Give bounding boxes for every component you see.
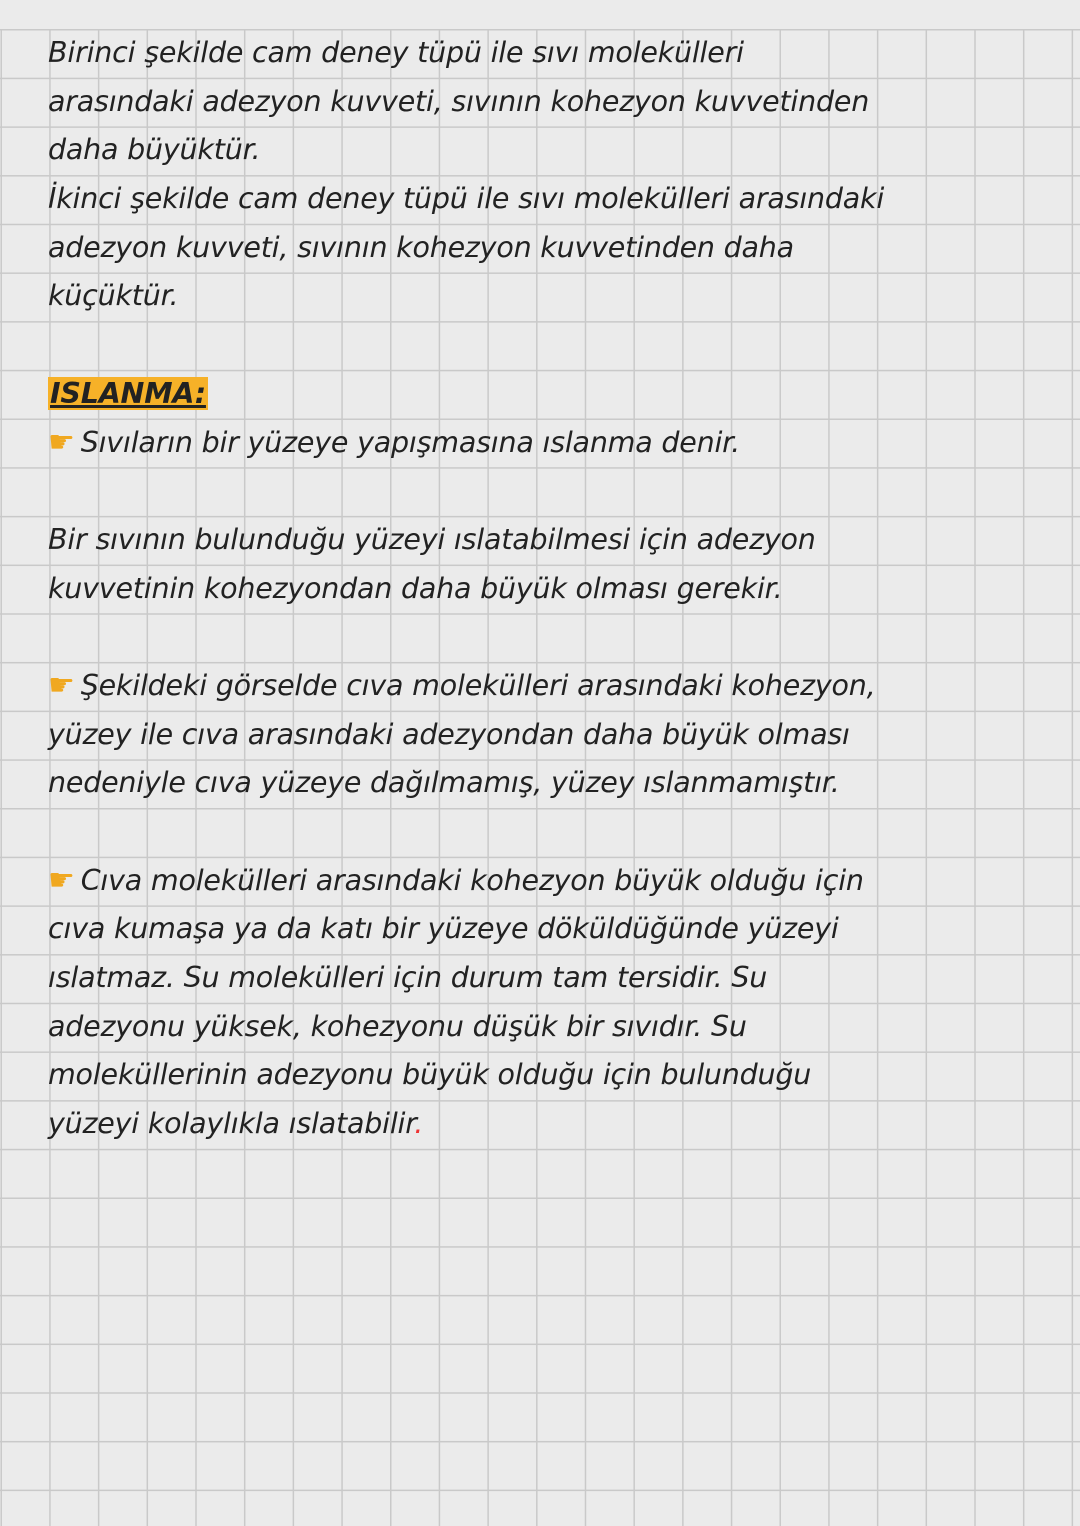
bullet-line <box>48 419 1048 468</box>
bullet-text: Şekildeki görselde cıva molekülleri arasındaki kohezyon, <box>80 668 876 702</box>
bullet-text: Cıva molekülleri arasındaki kohezyon büyük olduğu için <box>80 863 864 897</box>
blank-line <box>48 321 1048 370</box>
text-line: cıva kumaşa ya da katı bir yüzeye döküldüğünde yüzeyi <box>48 912 839 946</box>
text-line: Bir sıvının bulunduğu yüzeyi ıslatabilmesi için adezyon <box>48 522 816 556</box>
pointing-hand-icon: ☛ <box>48 424 75 460</box>
text-line: nedeniyle cıva yüzeye dağılmamış, yüzey ıslanmamıştır. <box>48 766 840 800</box>
note-page <box>48 29 1048 1149</box>
text-line: İkinci şekilde cam deney tüpü ile sıvı molekülleri arasındaki <box>48 182 885 216</box>
text-line: küçüktür. <box>48 279 179 313</box>
text-line: moleküllerinin adezyonu büyük olduğu için bulunduğu <box>48 1058 812 1092</box>
text-line: adezyonu yüksek, kohezyonu düşük bir sıvıdır. Su <box>48 1009 747 1043</box>
text-span: yüzeyi kolaylıkla ıslatabilir <box>48 1107 415 1141</box>
text-line: Birinci şekilde cam deney tüpü ile sıvı molekülleri <box>48 36 744 69</box>
end-mark: . <box>414 1107 424 1141</box>
text-line: yüzey ile cıva arasındaki adezyondan daha büyük olması <box>48 717 850 751</box>
blank-line <box>48 808 1048 857</box>
text-line: adezyon kuvveti, sıvının kohezyon kuvvetinden daha <box>48 230 794 264</box>
text-line: daha büyüktür. <box>48 133 261 167</box>
pointing-hand-icon: ☛ <box>48 862 75 898</box>
bullet-line <box>48 662 1048 711</box>
blank-line <box>48 467 1048 516</box>
text-line: arasındaki adezyon kuvveti, sıvının kohezyon kuvvetinden <box>48 84 870 118</box>
text-line <box>48 1100 1048 1149</box>
section-heading: ISLANMA: <box>50 376 206 410</box>
text-line: ıslatmaz. Su molekülleri için durum tam tersidir. Su <box>48 961 768 995</box>
page-top-margin <box>0 0 1080 29</box>
bullet-line <box>48 857 1048 906</box>
heading-line <box>48 370 1048 419</box>
pointing-hand-icon: ☛ <box>48 667 75 703</box>
text-line: kuvvetinin kohezyondan daha büyük olması gerekir. <box>48 571 783 605</box>
blank-line <box>48 613 1048 662</box>
bullet-text: Sıvıların bir yüzeye yapışmasına ıslanma denir. <box>80 425 740 459</box>
